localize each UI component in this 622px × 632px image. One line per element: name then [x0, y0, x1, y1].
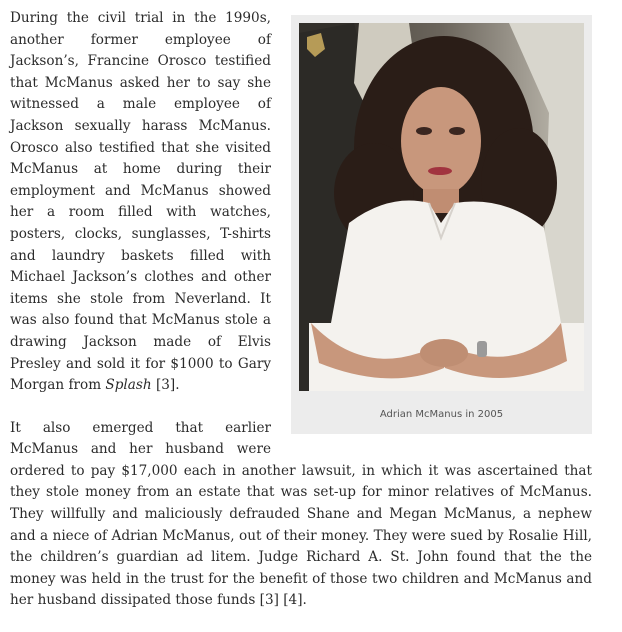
photo-of-woman: [299, 23, 584, 391]
paragraph-1-end: [3].: [151, 377, 180, 394]
splash-italic: Splash: [105, 377, 152, 394]
paragraph-2: It also emerged that earlier McManus and her husband were ordered to pay $17,000 each in another lawsuit, in which it was ascertained that they stole money from an estate that was set-up for minor relatives of McManus. They willfully and maliciously defrauded Shane and Megan McManus, a nephew and a niece of Adrian McManus, out of their money. They were sued by Rosalie Hill, the children’s guardian ad litem. Judge Richard A. St. John found that the the money was held in the trust for the benefit of those two children and McManus and her husband dissipated those funds [3] [4].: [10, 419, 592, 609]
figure: [291, 15, 592, 434]
article: [10, 8, 592, 612]
paragraph-1-text: During the civil trial in the 1990s, another former employee of Jackson’s, Francine Orosco testified that McManus asked her to say she witnessed a male employee of Jackson sexually harass McManus. Orosco also testified that she visited McManus at home during their employment and McManus showed her a room filled with watches, posters, clocks, sunglasses, T-shirts and laundry baskets filled with Michael Jackson’s clothes and other items she stole from Neverland. It was also found that McManus stole a drawing Jackson made of Elvis Presley and sold it for $1000 to Gary Morgan from: [10, 10, 271, 394]
figure-caption: Adrian McManus in 2005: [379, 409, 504, 420]
